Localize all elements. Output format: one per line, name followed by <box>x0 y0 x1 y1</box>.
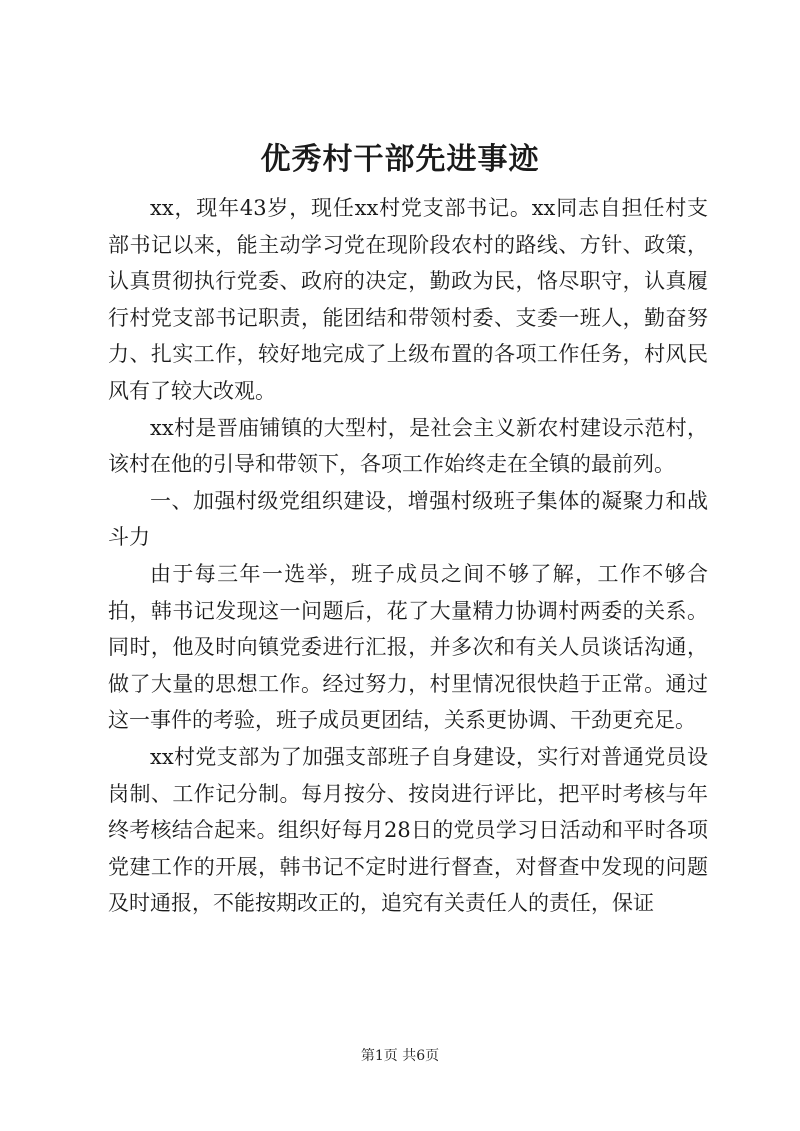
page-footer: 第1页 共6页 <box>360 1048 440 1064</box>
paragraph-intro: xx，现年43岁，现任xx村党支部书记。xx同志自担任村支部书记以来，能主动学习党在现阶段农村的路线、方针、政策，认真贯彻执行党委、政府的决定，勤政为民，恪尽职守，认真履行村党支部书记职责，能团结和带领村委、支委一班人，勤奋努力、扎实工作，较好地完成了上级布置的各项工作任务，村风民风有了较大改观。 <box>108 196 708 403</box>
paragraph-party-branch: xx村党支部为了加强支部班子自身建设，实行对普通党员设岗制、工作记分制。每月按分、按岗进行评比，把平时考核与年终考核结合起来。组织好每月28日的党员学习日活动和平时各项党建工作的开展，韩书记不定时进行督查，对督查中发现的问题及时通报，不能按期改正的，追究有关责任人的责任，保证 <box>108 744 708 916</box>
paragraph-village: xx村是晋庙铺镇的大型村，是社会主义新农村建设示范村，该村在他的引导和带领下，各项工作始终走在全镇的最前列。 <box>108 415 708 477</box>
paragraph-coordination: 由于每三年一选举，班子成员之间不够了解，工作不够合拍，韩书记发现这一问题后，花了大量精力协调村两委的关系。同时，他及时向镇党委进行汇报，并多次和有关人员谈话沟通，做了大量的思想工作。经过努力，村里情况很快趋于正常。通过这一事件的考验，班子成员更团结，关系更协调、干劲更充足。 <box>108 561 708 733</box>
document-body <box>108 190 708 922</box>
document-title: 优秀村干部先进事迹 <box>260 142 540 177</box>
section-heading-1: 一、加强村级党组织建设，增强村级班子集体的凝聚力和战斗力 <box>108 488 708 550</box>
